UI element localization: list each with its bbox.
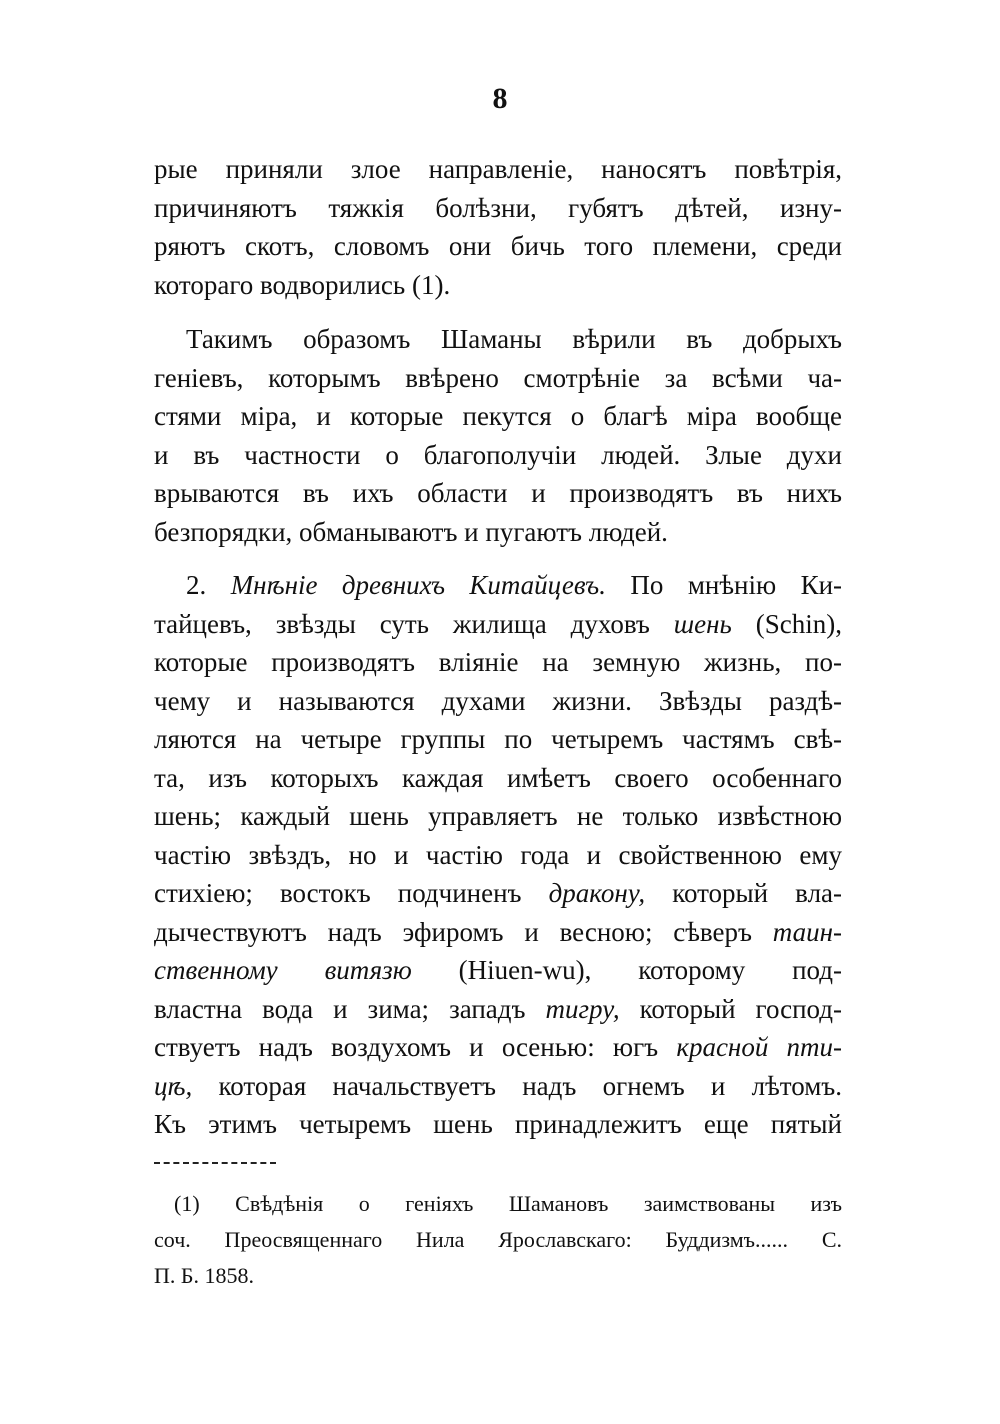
text-line: дычествуютъ надъ эфиромъ и весною; сѣверъ таин- (154, 916, 842, 947)
text-line: 2. Мнѣніе древнихъ Китайцевъ. По мнѣнію Ки- (186, 570, 843, 600)
text-line: которые производятъ вліяніе на земную жизнь, по- (154, 647, 842, 677)
footnote-line: (1) Свѣдѣнія о геніяхъ Шамановъ заимствованы изъ (174, 1191, 842, 1216)
footnote-divider (154, 1162, 276, 1164)
text-line: шень; каждый шень управляетъ не только извѣстною (154, 801, 842, 831)
footnote-line: соч. Преосвященнаго Нила Ярославскаго: Буддизмъ...... С. (154, 1227, 842, 1252)
text-line: причиняютъ тяжкія болѣзни, губятъ дѣтей, изну- (154, 192, 842, 223)
section-heading: Мнѣніе древнихъ Китайцевъ. (230, 570, 606, 600)
text-line: ряютъ скотъ, словомъ они бичь того племени, среди (154, 231, 842, 261)
paragraph-1 (154, 150, 842, 304)
text-line: безпорядки, обманываютъ и пугаютъ людей. (154, 516, 668, 547)
text-line: ляются на четыре группы по четыремъ частямъ свѣ- (154, 724, 842, 754)
paragraph-2 (154, 320, 842, 551)
text-line: тайцевъ, звѣзды суть жилища духовъ шень (Schin), (154, 608, 843, 639)
text-line: Такимъ образомъ Шаманы вѣрили въ добрыхъ (186, 324, 842, 354)
text-line: врываются въ ихъ области и производятъ въ нихъ (154, 478, 842, 508)
text-line: та, изъ которыхъ каждая имѣетъ своего особеннаго (154, 762, 842, 793)
text-line: Къ этимъ четыремъ шень принадлежитъ еще пятый (154, 1109, 842, 1139)
text-line: стями міра, и которые пекутся о благѣ міра вообще (154, 401, 842, 431)
page-number: 8 (492, 82, 508, 115)
footnote (154, 1186, 842, 1294)
text-line: ственному витязю (Hiuen-wu), которому под- (154, 955, 843, 985)
text-line: властна вода и зима; западъ тигру, который господ- (154, 993, 843, 1024)
text-line: котораго водворились (1). (154, 269, 451, 300)
text-line: чему и называются духами жизни. Звѣзды раздѣ- (154, 685, 842, 716)
text-line: геніевъ, которымъ ввѣрено смотрѣніе за всѣми ча- (154, 362, 842, 393)
text-line: цѣ, которая начальствуетъ надъ огнемъ и лѣтомъ. (154, 1070, 843, 1101)
text-line: частію звѣздъ, но и частію года и свойственною ему (154, 839, 842, 870)
paragraph-3 (154, 566, 842, 1144)
text-line: ствуетъ надъ воздухомъ и осенью: югъ красной пти- (154, 1032, 842, 1062)
section-number: 2. (186, 570, 207, 600)
text-line: стихіею; востокъ подчиненъ дракону, который вла- (154, 878, 843, 908)
text-line: и въ частности о благополучіи людей. Злые духи (154, 439, 842, 470)
footnote-line: П. Б. 1858. (154, 1263, 255, 1288)
text-line: рые приняли злое направленіе, наносятъ повѣтрія, (154, 154, 842, 184)
